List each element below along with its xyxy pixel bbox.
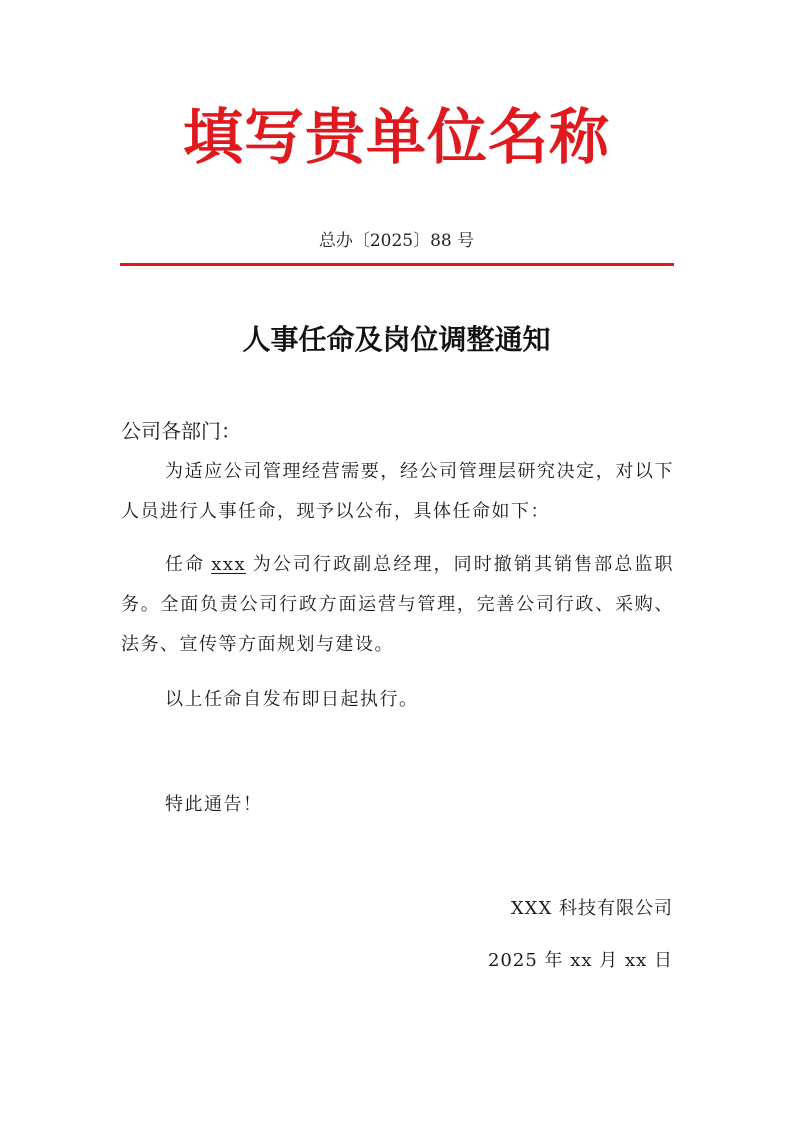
signature-company: XXX 科技有限公司 xyxy=(510,898,673,919)
appointment-details: 为公司行政副总经理，同时撤销其销售部总监职务。全面负责公司行政方面运营与管理，完善公司行政、采购、法务、宣传等方面规划与建设。 xyxy=(121,554,675,655)
organization-name: 填写贵单位名称 xyxy=(183,103,610,173)
closing-remark: 特此通告！ xyxy=(165,794,263,815)
paragraph-appointment xyxy=(121,545,674,665)
appointment-prefix: 任命 xyxy=(165,554,206,575)
document-number: 总办〔2025〕88 号 xyxy=(318,231,475,251)
notice-title: 人事任命及岗位调整通知 xyxy=(242,323,551,356)
appointee-name: xxx xyxy=(211,554,247,575)
red-divider-line xyxy=(120,263,674,266)
signature-date: 2025 年 xx 月 xx 日 xyxy=(487,950,673,971)
salutation: 公司各部门： xyxy=(121,419,241,443)
paragraph-effective: 以上任命自发布即日起执行。 xyxy=(165,689,419,710)
paragraph-intro: 为适应公司管理经营需要，经公司管理层研究决定，对以下人员进行人事任命，现予以公布，具体任命如下： xyxy=(121,461,674,522)
